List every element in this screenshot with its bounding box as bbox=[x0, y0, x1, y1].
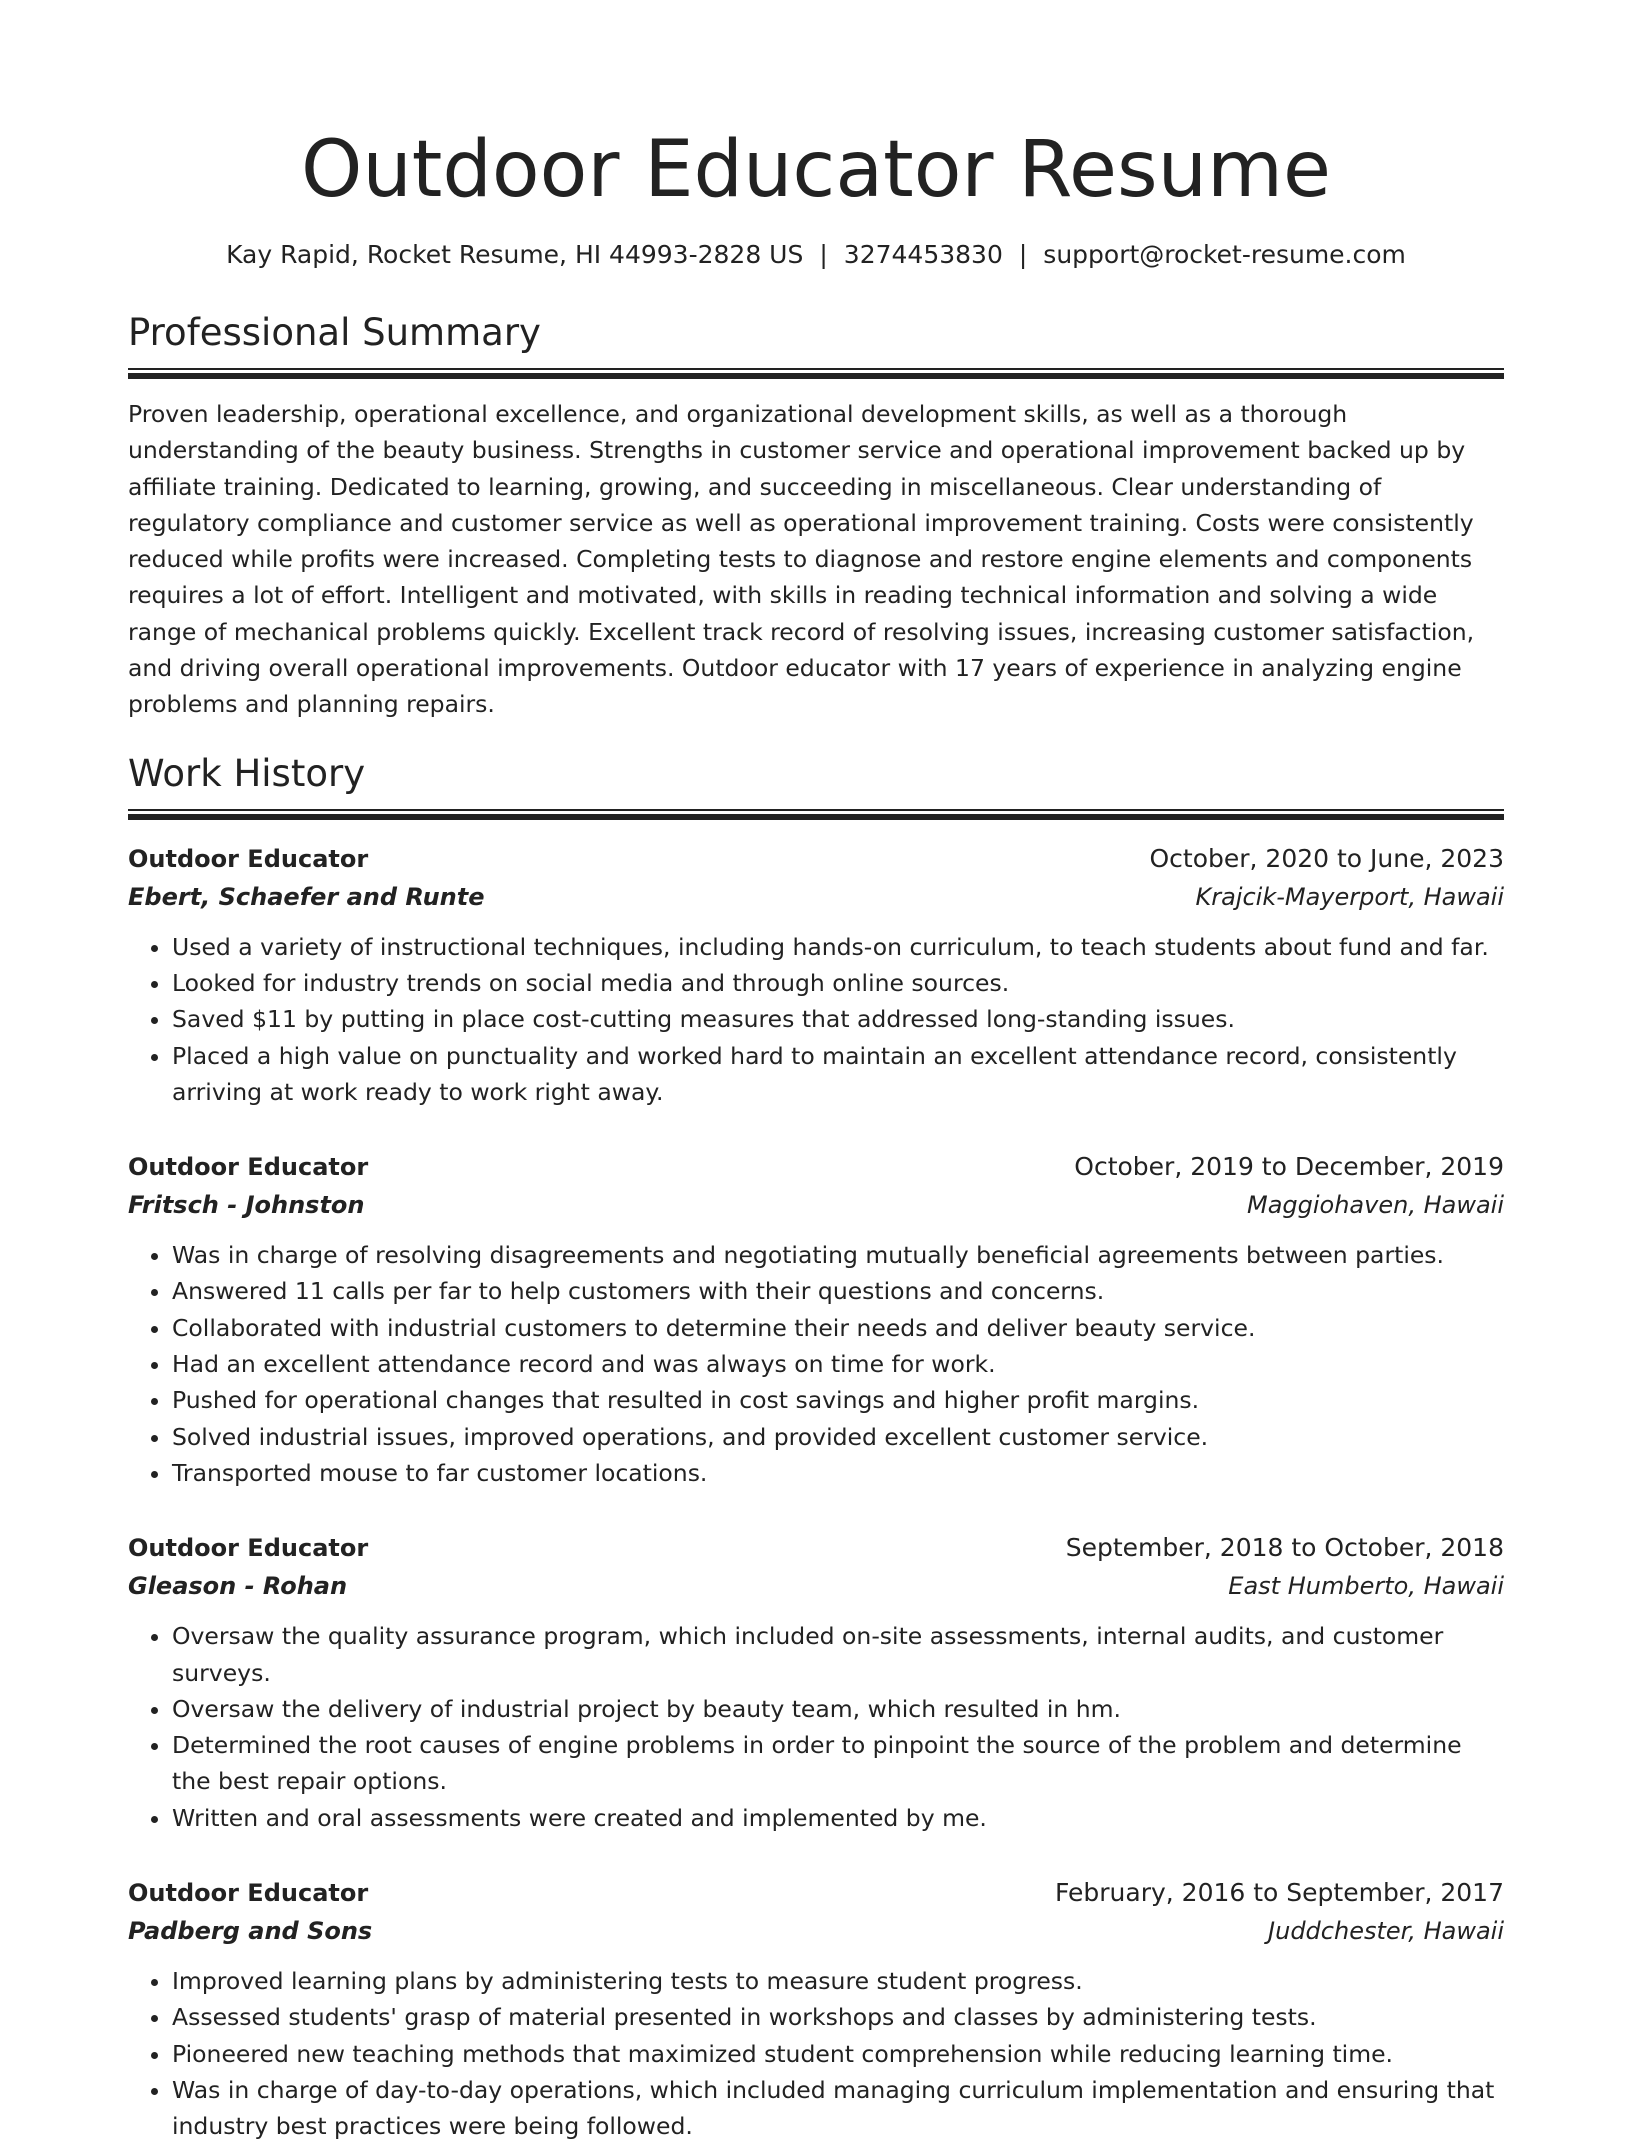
list-item: • Determined the root causes of engine problems in order to pinpoint the source of the problem and determine the best repair options. bbox=[172, 1727, 1504, 1800]
job-title: Outdoor Educator bbox=[128, 1153, 369, 1182]
list-item: • Used a variety of instructional techniques, including hands-on curriculum, to teach students about fund and far. bbox=[172, 929, 1504, 965]
list-item: • Was in charge of day-to-day operations, which included managing curriculum implementation and ensuring that industry best practices were being followed. bbox=[172, 2072, 1504, 2145]
professional-summary-section bbox=[128, 308, 1504, 723]
job-location: East Humberto, Hawaii bbox=[1228, 1572, 1504, 1601]
job-entry bbox=[128, 1874, 1504, 2144]
section-heading: Professional Summary bbox=[128, 311, 541, 354]
list-item: • Was in charge of resolving disagreements and negotiating mutually beneficial agreements between parties. bbox=[172, 1237, 1504, 1273]
job-location: Maggiohaven, Hawaii bbox=[1246, 1191, 1504, 1220]
job-location: Krajcik-Mayerport, Hawaii bbox=[1195, 882, 1504, 911]
section-heading: Work History bbox=[128, 751, 366, 795]
job-bullets bbox=[128, 1237, 1504, 1491]
list-item: • Solved industrial issues, improved operations, and provided excellent customer service. bbox=[172, 1419, 1504, 1455]
list-item: • Saved $11 by putting in place cost-cutting measures that addressed long-standing issues. bbox=[172, 1001, 1504, 1037]
list-item: • Written and oral assessments were created and implemented by me. bbox=[172, 1800, 1504, 1836]
job-location: Juddchester, Hawaii bbox=[1268, 1917, 1504, 1946]
list-item: • Answered 11 calls per far to help customers with their questions and concerns. bbox=[172, 1273, 1504, 1309]
work-history-section bbox=[128, 749, 1504, 2145]
company-name: Ebert, Schaefer and Runte bbox=[128, 882, 485, 911]
job-dates: February, 2016 to September, 2017 bbox=[1055, 1878, 1504, 1908]
job-dates: October, 2020 to June, 2023 bbox=[1149, 843, 1504, 873]
list-item: • Placed a high value on punctuality and worked hard to maintain an excellent attendance record, consistently arriving at work ready to work right away. bbox=[172, 1038, 1504, 1111]
contact-separator: | bbox=[819, 240, 828, 269]
job-title: Outdoor Educator bbox=[128, 1534, 369, 1563]
section-divider bbox=[128, 809, 1504, 820]
company-name: Gleason - Rohan bbox=[128, 1572, 348, 1601]
list-item: • Oversaw the delivery of industrial project by beauty team, which resulted in hm. bbox=[172, 1691, 1504, 1727]
job-entry bbox=[128, 840, 1504, 1110]
list-item: • Oversaw the quality assurance program, which included on-site assessments, internal audits, and customer surveys. bbox=[172, 1618, 1504, 1691]
section-divider bbox=[128, 368, 1504, 379]
list-item: • Improved learning plans by administering tests to measure student progress. bbox=[172, 1963, 1504, 1999]
list-item: • Transported mouse to far customer locations. bbox=[172, 1455, 1504, 1491]
job-title: Outdoor Educator bbox=[128, 844, 369, 873]
list-item: • Had an excellent attendance record and was always on time for work. bbox=[172, 1346, 1504, 1382]
job-bullets bbox=[128, 1618, 1504, 1836]
job-entry bbox=[128, 1529, 1504, 1836]
contact-email: support@rocket-resume.com bbox=[1043, 240, 1406, 269]
contact-separator: | bbox=[1018, 240, 1028, 269]
job-bullets bbox=[128, 1963, 1504, 2144]
job-dates: September, 2018 to October, 2018 bbox=[1065, 1533, 1504, 1563]
contact-address: Kay Rapid, Rocket Resume, HI 44993-2828 US bbox=[226, 240, 804, 269]
job-bullets bbox=[128, 929, 1504, 1110]
job-entry bbox=[128, 1148, 1504, 1491]
list-item: • Assessed students' grasp of material presented in workshops and classes by administering tests. bbox=[172, 1999, 1504, 2035]
company-name: Padberg and Sons bbox=[128, 1917, 373, 1946]
list-item: • Collaborated with industrial customers to determine their needs and deliver beauty service. bbox=[172, 1310, 1504, 1346]
list-item: • Looked for industry trends on social media and through online sources. bbox=[172, 965, 1504, 1001]
summary-text: Proven leadership, operational excellence, and organizational development skills, as well as a thorough understanding of the beauty business. Strengths in customer service and operational improvement backed up by affiliate training. Dedicated to learning, growing, and succeeding in miscellaneous. Clear understanding of regulatory compliance and customer service as well as operational improvement training. Costs were consistently reduced while profits were increased. Completing tests to diagnose and restore engine elements and components requires a lot of effort. Intelligent and motivated, with skills in reading technical information and solving a wide range of mechanical problems quickly. Excellent track record of resolving issues, increasing customer satisfaction, and driving overall operational improvements. Outdoor educator with 17 years of experience in analyzing engine problems and planning repairs. bbox=[128, 400, 1475, 719]
company-name: Fritsch - Johnston bbox=[128, 1191, 365, 1220]
page-title: Outdoor Educator Resume bbox=[300, 125, 1332, 215]
contact-phone: 3274453830 bbox=[843, 240, 1003, 269]
list-item: • Pioneered new teaching methods that maximized student comprehension while reducing learning time. bbox=[172, 2036, 1504, 2072]
job-dates: October, 2019 to December, 2019 bbox=[1074, 1152, 1504, 1182]
list-item: • Pushed for operational changes that resulted in cost savings and higher profit margins. bbox=[172, 1382, 1504, 1418]
contact-line bbox=[128, 238, 1504, 272]
job-title: Outdoor Educator bbox=[128, 1879, 369, 1908]
